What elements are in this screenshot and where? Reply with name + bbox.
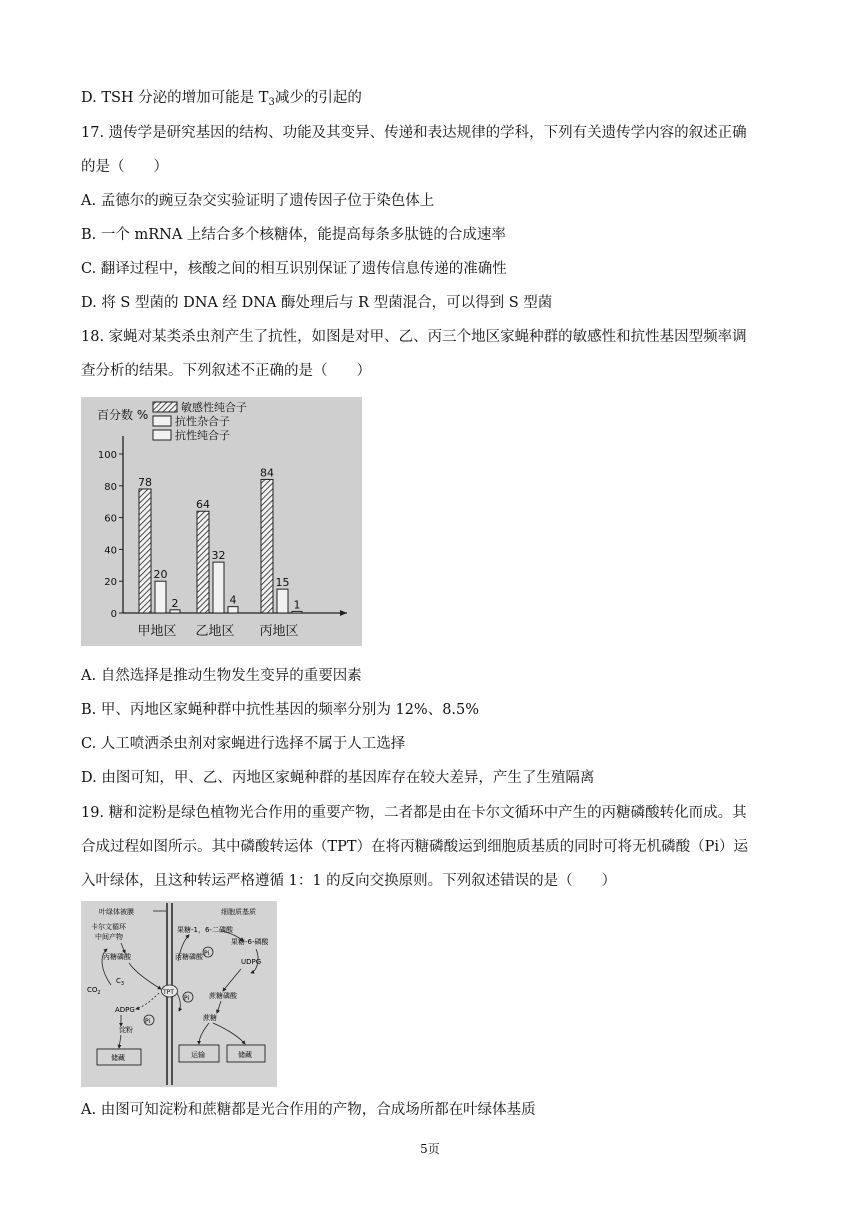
calvin-label: 卡尔文循环 bbox=[91, 923, 126, 931]
q18-option-d: D. 由图可知，甲、乙、丙地区家蝇种群的基因库存在较大差异，产生了生殖隔离 bbox=[81, 770, 595, 786]
adpg-label: ADPG bbox=[115, 1006, 135, 1014]
pi-label-1: Pi bbox=[204, 950, 210, 957]
q17-option-a: A. 孟德尔的豌豆杂交实验证明了遗传因子位于染色体上 bbox=[81, 193, 435, 209]
bar-chart bbox=[81, 397, 362, 646]
triose-out-label: 丙糖磷酸 bbox=[175, 953, 203, 961]
data-label: 32 bbox=[211, 549, 226, 563]
sucrose-phosphate-label: 蔗糖磷酸 bbox=[209, 992, 237, 1000]
tpt-label: TPT bbox=[163, 989, 174, 996]
data-label: 2 bbox=[171, 596, 179, 610]
option-d-q16: D. TSH 分泌的增加可能是 $T_3$减少的引起的 bbox=[81, 90, 362, 108]
intermediate-label: 中间产物 bbox=[95, 933, 123, 941]
x-axis-arrow bbox=[340, 610, 347, 616]
f6p-label: 果糖-6-磷酸 bbox=[231, 938, 269, 946]
category-label: 甲地区 bbox=[137, 624, 177, 639]
bar bbox=[197, 511, 209, 613]
udpg-label: UDPG bbox=[241, 958, 262, 966]
data-label: 64 bbox=[196, 498, 210, 512]
pi-label-2: Pi bbox=[184, 995, 190, 1002]
synthesis-diagram-figure bbox=[81, 901, 277, 1087]
q18-option-a: A. 自然选择是推动生物发生变异的重要因素 bbox=[81, 668, 362, 684]
starch-label: 淀粉 bbox=[119, 1026, 133, 1034]
bar bbox=[292, 611, 302, 613]
q17-option-d: D. 将 S 型菌的 DNA 经 DNA 酶处理后与 R 型菌混合，可以得到 S 型菌 bbox=[81, 295, 553, 311]
question-18-stem-cont: 查分析的结果。下列叙述不正确的是（ ） bbox=[81, 363, 371, 379]
legend-swatch bbox=[153, 402, 177, 412]
bar bbox=[213, 562, 224, 613]
y-tick-label: 80 bbox=[104, 481, 117, 493]
bar bbox=[155, 581, 166, 613]
bar bbox=[170, 610, 180, 613]
question-19-stem: 19. 糖和淀粉是绿色植物光合作用的重要产物，二者都是由在卡尔文循环中产生的丙糖磷酸转化而成。其 bbox=[81, 805, 747, 821]
transport-label: 运输 bbox=[191, 1051, 205, 1059]
question-18-stem: 18. 家蝇对某类杀虫剂产生了抗性，如图是对甲、乙、丙三个地区家蝇种群的敏感性和抗性基因型频率调 bbox=[81, 329, 747, 345]
q19-option-a: A. 由图可知淀粉和蔗糖都是光合作用的产物，合成场所都在叶绿体基质 bbox=[81, 1102, 536, 1118]
y-tick-label: 60 bbox=[104, 513, 117, 525]
bar bbox=[261, 479, 273, 613]
data-label: 84 bbox=[260, 466, 274, 480]
legend-entry: 抗性纯合子 bbox=[175, 429, 230, 442]
data-label: 78 bbox=[138, 475, 152, 489]
question-19-stem-cont2: 入叶绿体，且这种转运严格遵循 1：1 的反向交换原则。下列叙述错误的是（ ） bbox=[81, 873, 617, 889]
question-19-stem-cont: 合成过程如图所示。其中磷酸转运体（TPT）在将丙糖磷酸运到细胞质基质的同时可将无机磷酸（Pi）运 bbox=[81, 839, 748, 855]
q17-option-b: B. 一个 mRNA 上结合多个核糖体，能提高每条多肽链的合成速率 bbox=[81, 227, 506, 243]
data-label: 15 bbox=[275, 576, 290, 590]
legend-swatch bbox=[153, 430, 171, 440]
legend-swatch bbox=[153, 416, 171, 426]
c3-label: $C_3$ bbox=[116, 977, 125, 987]
cytosol-label: 细胞质基质 bbox=[221, 908, 256, 916]
question-17-stem-cont: 的是（ ） bbox=[81, 159, 168, 175]
data-label: 4 bbox=[229, 593, 237, 607]
fbp-label: 果糖-1，6-二磷酸 bbox=[177, 926, 233, 934]
sucrose-label: 蔗糖 bbox=[203, 1014, 217, 1022]
y-tick-label: 100 bbox=[97, 450, 117, 461]
data-label: 1 bbox=[293, 598, 301, 612]
storage-label-1: 储藏 bbox=[111, 1054, 125, 1062]
bar bbox=[228, 607, 238, 613]
legend-entry: 敏感性纯合子 bbox=[181, 401, 247, 414]
co2-label: $CO_2$ bbox=[87, 986, 101, 996]
data-label: 20 bbox=[153, 568, 168, 582]
q18-option-b: B. 甲、丙地区家蝇种群中抗性基因的频率分别为 12%、8.5% bbox=[81, 702, 480, 718]
pi-label-3: Pi bbox=[145, 1018, 151, 1025]
bar bbox=[139, 489, 151, 613]
bar bbox=[277, 589, 288, 613]
q18-option-c: C. 人工喷洒杀虫剂对家蝇进行选择不属于人工选择 bbox=[81, 736, 406, 752]
q17-option-c: C. 翻译过程中，核酸之间的相互识别保证了遗传信息传递的准确性 bbox=[81, 261, 507, 277]
synthesis-diagram bbox=[81, 901, 277, 1087]
y-tick-label: 40 bbox=[104, 545, 117, 557]
page-number: 5页 bbox=[420, 1142, 440, 1156]
category-label: 乙地区 bbox=[195, 624, 235, 639]
y-tick-label: 20 bbox=[104, 577, 117, 589]
category-label: 丙地区 bbox=[259, 624, 299, 639]
bar-chart-figure bbox=[81, 397, 362, 646]
storage-label-2: 储藏 bbox=[238, 1051, 252, 1059]
y-axis-label: 百分数 % bbox=[97, 408, 149, 422]
triose-in-label: 丙糖磷酸 bbox=[103, 953, 131, 961]
y-tick-label: 0 bbox=[110, 609, 117, 620]
question-17-stem: 17. 遗传学是研究基因的结构、功能及其变异、传递和表达规律的学科，下列有关遗传学内容的叙述正确 bbox=[81, 125, 747, 141]
membrane-label: 叶绿体被膜 bbox=[99, 908, 134, 916]
legend-entry: 抗性杂合子 bbox=[175, 415, 230, 428]
